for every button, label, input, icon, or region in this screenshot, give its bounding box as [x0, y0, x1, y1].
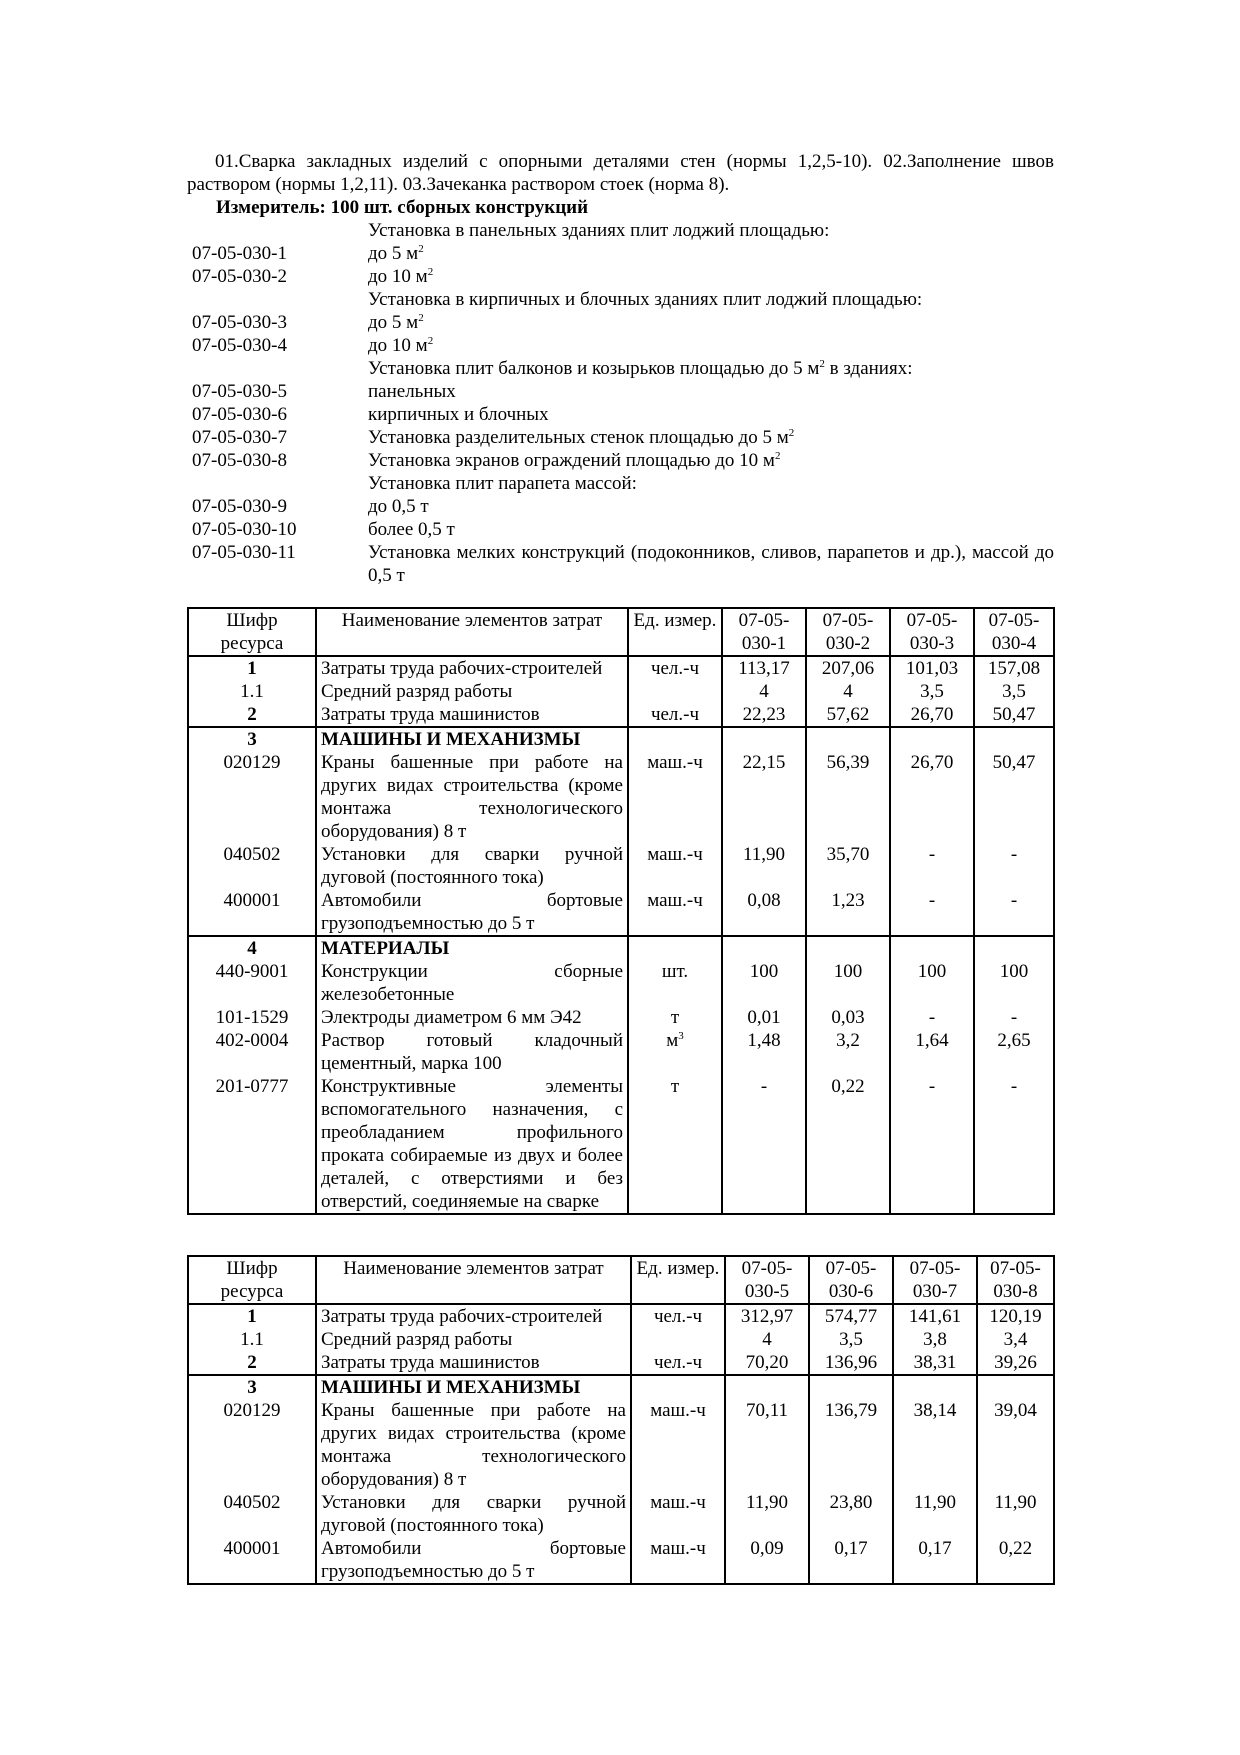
header-cell: 07-05-030-2 [806, 608, 890, 656]
norm-value: - [890, 843, 974, 889]
resource-code: 402-0004 [188, 1029, 316, 1075]
norm-value [809, 1375, 893, 1399]
cost-element-name: Конструктивные элементы вспомогательного назначения, с преобладанием профильного проката собираемые из двух и более деталей, с отверстиями и без отверстий, соединяемые на сварке [316, 1075, 628, 1214]
norm-value: 35,70 [806, 843, 890, 889]
norm-value: 23,80 [809, 1491, 893, 1537]
table-row [188, 1351, 1054, 1375]
norm-name [368, 219, 1054, 242]
norm-value: 0,17 [893, 1537, 977, 1584]
norm-value: 157,08 [974, 656, 1054, 680]
norm-name-text: панельных [368, 381, 456, 402]
unit-text: чел.-ч [650, 704, 700, 725]
unit-cell [631, 1399, 725, 1491]
norm-value: 2,65 [974, 1029, 1054, 1075]
resource-table-1 [187, 607, 1055, 1215]
unit-text: маш.-ч [650, 1492, 706, 1513]
norm-value: 11,90 [722, 843, 806, 889]
norm-name [368, 495, 1054, 518]
norm-row [192, 334, 1054, 357]
resource-code: 020129 [188, 751, 316, 843]
resource-code: 101-1529 [188, 1006, 316, 1029]
unit-text: т [670, 1076, 680, 1097]
norm-name-text: до 5 м [368, 312, 419, 333]
norm-value: 120,19 [977, 1304, 1054, 1328]
norm-name [368, 334, 1054, 357]
unit-cell [628, 680, 722, 703]
norm-row [192, 288, 1054, 311]
cost-element-name: Раствор готовый кладочный цементный, марка 100 [316, 1029, 628, 1075]
cost-element-name: Краны башенные при работе на других видах строительства (кроме монтажа технологического оборудования) 8 т [316, 751, 628, 843]
norm-code: 07-05-030-7 [192, 427, 287, 448]
norm-value: 70,11 [725, 1399, 809, 1491]
header-cell: Наименование элементов затрат [316, 608, 628, 656]
norm-value: 3,2 [806, 1029, 890, 1075]
norm-value: 136,79 [809, 1399, 893, 1491]
header-cell: Шифр ресурса [188, 608, 316, 656]
norm-name [368, 380, 1054, 403]
norm-value: 141,61 [893, 1304, 977, 1328]
norm-value: 1,64 [890, 1029, 974, 1075]
norm-value: 39,04 [977, 1399, 1054, 1491]
table-row [188, 680, 1054, 703]
norm-code [192, 472, 368, 495]
header-row [188, 608, 1054, 656]
norm-code: 07-05-030-4 [192, 335, 287, 356]
unit-text: т [670, 1007, 680, 1028]
norm-name [368, 311, 1054, 334]
norm-row [192, 518, 1054, 541]
norm-value: 57,62 [806, 703, 890, 727]
header-cell: 07-05-030-3 [890, 608, 974, 656]
norm-name-text: Установка в панельных зданиях плит лоджий площадью: [368, 220, 830, 241]
norm-value [806, 936, 890, 960]
unit-text: маш.-ч [650, 1538, 706, 1559]
resource-code: 3 [188, 1375, 316, 1399]
table-row [188, 656, 1054, 680]
measure-unit: Измеритель: 100 шт. сборных конструкций [216, 197, 589, 218]
resource-code: 440-9001 [188, 960, 316, 1006]
norm-value [893, 1375, 977, 1399]
intro-paragraph: 01.Сварка закладных изделий с опорными деталями стен (нормы 1,2,5-10). 02.Заполнение швов раствором (нормы 1,2,11). 03.Зачеканка раствором стоек (норма 8). [187, 151, 1054, 195]
norm-name [368, 472, 1054, 495]
norm-value: - [974, 1006, 1054, 1029]
table-row [188, 1328, 1054, 1351]
norm-value: 11,90 [893, 1491, 977, 1537]
cost-element-name: Затраты труда машинистов [316, 1351, 631, 1375]
cost-element-name: Средний разряд работы [316, 680, 628, 703]
cost-element-name: МАТЕРИАЛЫ [316, 936, 628, 960]
norm-value: 4 [806, 680, 890, 703]
norm-value: 0,22 [806, 1075, 890, 1214]
norm-value: 574,77 [809, 1304, 893, 1328]
norm-value: 1,48 [722, 1029, 806, 1075]
table-row [188, 703, 1054, 727]
norm-value: 38,31 [893, 1351, 977, 1375]
norm-row [192, 403, 1054, 426]
cost-element-name: МАШИНЫ И МЕХАНИЗМЫ [316, 727, 628, 751]
header-row [188, 1256, 1054, 1304]
resource-code: 2 [188, 703, 316, 727]
header-cell: 07-05-030-1 [722, 608, 806, 656]
norm-name [368, 265, 1054, 288]
unit-cell [628, 751, 722, 843]
norm-value: 101,03 [890, 656, 974, 680]
resource-code: 201-0777 [188, 1075, 316, 1214]
unit-cell [631, 1491, 725, 1537]
unit-text: чел.-ч [653, 1352, 703, 1373]
norm-code: 07-05-030-3 [192, 312, 287, 333]
resource-code: 400001 [188, 1537, 316, 1584]
superscript: 2 [418, 312, 424, 324]
unit-text: шт. [661, 961, 689, 982]
norm-value: 22,23 [722, 703, 806, 727]
cost-element-name: Краны башенные при работе на других видах строительства (кроме монтажа технологического оборудования) 8 т [316, 1399, 631, 1491]
norm-name-text: Установка плит балконов и козырьков площадью до 5 м [368, 358, 820, 379]
cost-element-name: Автомобили бортовые грузоподъемностью до 5 т [316, 1537, 631, 1584]
norm-value: 3,5 [809, 1328, 893, 1351]
table-row [188, 1029, 1054, 1075]
unit-cell [631, 1537, 725, 1584]
resource-code: 1 [188, 1304, 316, 1328]
table-row [188, 1006, 1054, 1029]
norm-row [192, 449, 1054, 472]
unit-text: чел.-ч [650, 658, 700, 679]
norm-value [806, 727, 890, 751]
norm-name [368, 426, 1054, 449]
unit-cell [628, 727, 722, 751]
norm-value: 11,90 [977, 1491, 1054, 1537]
header-cell: 07-05-030-8 [977, 1256, 1054, 1304]
cost-element-name: Электроды диаметром 6 мм Э42 [316, 1006, 628, 1029]
norm-code: 07-05-030-2 [192, 266, 287, 287]
norm-value: - [890, 1075, 974, 1214]
norm-value: 100 [806, 960, 890, 1006]
resource-code: 040502 [188, 843, 316, 889]
norm-row [192, 219, 1054, 242]
norm-value: 3,8 [893, 1328, 977, 1351]
unit-cell [631, 1375, 725, 1399]
norm-value [977, 1375, 1054, 1399]
header-cell: Ед. измер. [631, 1256, 725, 1304]
norm-value: 100 [974, 960, 1054, 1006]
unit-text: маш.-ч [650, 1400, 706, 1421]
unit-cell [628, 703, 722, 727]
table-row [188, 843, 1054, 889]
table-row [188, 936, 1054, 960]
cost-element-name: Затраты труда рабочих-строителей [316, 656, 628, 680]
norm-row [192, 357, 1054, 380]
resource-code: 1 [188, 656, 316, 680]
norm-value: 26,70 [890, 703, 974, 727]
norm-row [192, 311, 1054, 334]
norm-row [192, 380, 1054, 403]
norm-value: 50,47 [974, 703, 1054, 727]
norm-value: 207,06 [806, 656, 890, 680]
unit-text: м [666, 1030, 679, 1051]
norm-value [890, 936, 974, 960]
norm-value: 0,08 [722, 889, 806, 936]
norm-value: 3,5 [890, 680, 974, 703]
norm-value: 1,23 [806, 889, 890, 936]
superscript: 2 [418, 243, 424, 255]
norm-name [368, 449, 1054, 472]
norm-name-text: Установка плит парапета массой: [368, 473, 637, 494]
norm-name-text: более 0,5 т [368, 519, 455, 540]
table-row [188, 1399, 1054, 1491]
norm-value: 3,4 [977, 1328, 1054, 1351]
unit-text: маш.-ч [647, 752, 703, 773]
superscript: 2 [427, 266, 434, 278]
norm-value [722, 936, 806, 960]
unit-cell [628, 1029, 722, 1075]
resource-table-2 [187, 1255, 1055, 1585]
cost-element-name: Затраты труда машинистов [316, 703, 628, 727]
norm-value: 312,97 [725, 1304, 809, 1328]
norm-name-text: Установка разделительных стенок площадью до 5 м [368, 427, 789, 448]
norm-value: 26,70 [890, 751, 974, 843]
norm-value: 0,17 [809, 1537, 893, 1584]
resource-code: 020129 [188, 1399, 316, 1491]
norm-code [192, 219, 368, 242]
unit-cell [628, 889, 722, 936]
superscript: 2 [819, 358, 825, 370]
table-row [188, 1491, 1054, 1537]
superscript: 2 [788, 427, 795, 439]
norm-row [192, 541, 1054, 587]
norm-value: 4 [725, 1328, 809, 1351]
norm-value: - [890, 1006, 974, 1029]
table-row [188, 1075, 1054, 1214]
norm-value: 22,15 [722, 751, 806, 843]
norm-value [974, 727, 1054, 751]
table-row [188, 1375, 1054, 1399]
norm-name [368, 357, 1054, 380]
norm-value: 70,20 [725, 1351, 809, 1375]
resource-code: 3 [188, 727, 316, 751]
norm-row [192, 472, 1054, 495]
norm-value: 0,03 [806, 1006, 890, 1029]
norm-value: 0,01 [722, 1006, 806, 1029]
superscript: 2 [774, 450, 781, 462]
norm-name-tail: в зданиях: [824, 358, 913, 379]
norm-name [368, 288, 1054, 311]
norm-value: 113,17 [722, 656, 806, 680]
norm-name [368, 403, 1054, 426]
norm-code: 07-05-030-5 [192, 381, 287, 402]
resource-code: 1.1 [188, 1328, 316, 1351]
norm-code: 07-05-030-1 [192, 243, 287, 264]
norm-code: 07-05-030-9 [192, 496, 287, 517]
norm-value: 100 [722, 960, 806, 1006]
table-row [188, 727, 1054, 751]
norm-name-text: до 0,5 т [368, 496, 429, 517]
resource-code: 4 [188, 936, 316, 960]
superscript: 2 [427, 335, 434, 347]
unit-cell [628, 1075, 722, 1214]
norm-value: 38,14 [893, 1399, 977, 1491]
norm-code: 07-05-030-11 [192, 542, 296, 563]
unit-text: маш.-ч [647, 844, 703, 865]
norm-value: 100 [890, 960, 974, 1006]
header-cell: 07-05-030-7 [893, 1256, 977, 1304]
table-row [188, 1304, 1054, 1328]
norm-name-text: до 10 м [368, 335, 428, 356]
norm-value: 136,96 [809, 1351, 893, 1375]
resource-code: 040502 [188, 1491, 316, 1537]
norms-list [192, 219, 1054, 587]
norm-value: 3,5 [974, 680, 1054, 703]
superscript: 3 [678, 1030, 684, 1042]
header-cell: 07-05-030-6 [809, 1256, 893, 1304]
norm-value: 39,26 [977, 1351, 1054, 1375]
header-cell: Наименование элементов затрат [316, 1256, 631, 1304]
cost-element-name: Установки для сварки ручной дуговой (постоянного тока) [316, 1491, 631, 1537]
norm-code: 07-05-030-8 [192, 450, 287, 471]
norm-name-text: Установка мелких конструкций (подоконников, сливов, парапетов и др.), массой до 0,5 т [368, 542, 1054, 586]
norm-value: - [890, 889, 974, 936]
norm-row [192, 426, 1054, 449]
cost-element-name: МАШИНЫ И МЕХАНИЗМЫ [316, 1375, 631, 1399]
unit-cell [628, 1006, 722, 1029]
unit-text: чел.-ч [653, 1306, 703, 1327]
cost-element-name: Средний разряд работы [316, 1328, 631, 1351]
unit-text: маш.-ч [647, 890, 703, 911]
norm-name [368, 242, 1054, 265]
table-row [188, 751, 1054, 843]
norm-value: - [974, 889, 1054, 936]
norm-code [192, 288, 368, 311]
unit-cell [631, 1328, 725, 1351]
norm-name-text: до 10 м [368, 266, 428, 287]
norm-value: 4 [722, 680, 806, 703]
cost-element-name: Конструкции сборные железобетонные [316, 960, 628, 1006]
norm-row [192, 495, 1054, 518]
norm-name [368, 518, 1054, 541]
norm-code: 07-05-030-10 [192, 519, 297, 540]
norm-value [890, 727, 974, 751]
unit-cell [628, 960, 722, 1006]
norm-row [192, 265, 1054, 288]
unit-cell [628, 936, 722, 960]
norm-value: 50,47 [974, 751, 1054, 843]
norm-value: 0,22 [977, 1537, 1054, 1584]
norm-value: - [974, 1075, 1054, 1214]
norm-value: - [974, 843, 1054, 889]
unit-cell [628, 843, 722, 889]
header-cell: Шифр ресурса [188, 1256, 316, 1304]
norm-value: 0,09 [725, 1537, 809, 1584]
cost-element-name: Установки для сварки ручной дуговой (постоянного тока) [316, 843, 628, 889]
norm-value: 56,39 [806, 751, 890, 843]
table-row [188, 889, 1054, 936]
norm-value [725, 1375, 809, 1399]
norm-name-text: до 5 м [368, 243, 419, 264]
norm-name-text: кирпичных и блочных [368, 404, 549, 425]
resource-code: 2 [188, 1351, 316, 1375]
norm-value [722, 727, 806, 751]
header-cell: Ед. измер. [628, 608, 722, 656]
cost-element-name: Автомобили бортовые грузоподъемностью до 5 т [316, 889, 628, 936]
norm-code: 07-05-030-6 [192, 404, 287, 425]
norm-value: 11,90 [725, 1491, 809, 1537]
table-row [188, 1537, 1054, 1584]
norm-value [974, 936, 1054, 960]
header-cell: 07-05-030-4 [974, 608, 1054, 656]
table-row [188, 960, 1054, 1006]
norm-name-text: Установка экранов ограждений площадью до 10 м [368, 450, 775, 471]
unit-cell [631, 1304, 725, 1328]
resource-code: 1.1 [188, 680, 316, 703]
unit-cell [631, 1351, 725, 1375]
resource-code: 400001 [188, 889, 316, 936]
norm-name-text: Установка в кирпичных и блочных зданиях плит лоджий площадью: [368, 289, 923, 310]
norm-name [368, 541, 1054, 587]
norm-value: - [722, 1075, 806, 1214]
header-cell: 07-05-030-5 [725, 1256, 809, 1304]
norm-code [192, 357, 368, 380]
norm-row [192, 242, 1054, 265]
cost-element-name: Затраты труда рабочих-строителей [316, 1304, 631, 1328]
unit-cell [628, 656, 722, 680]
